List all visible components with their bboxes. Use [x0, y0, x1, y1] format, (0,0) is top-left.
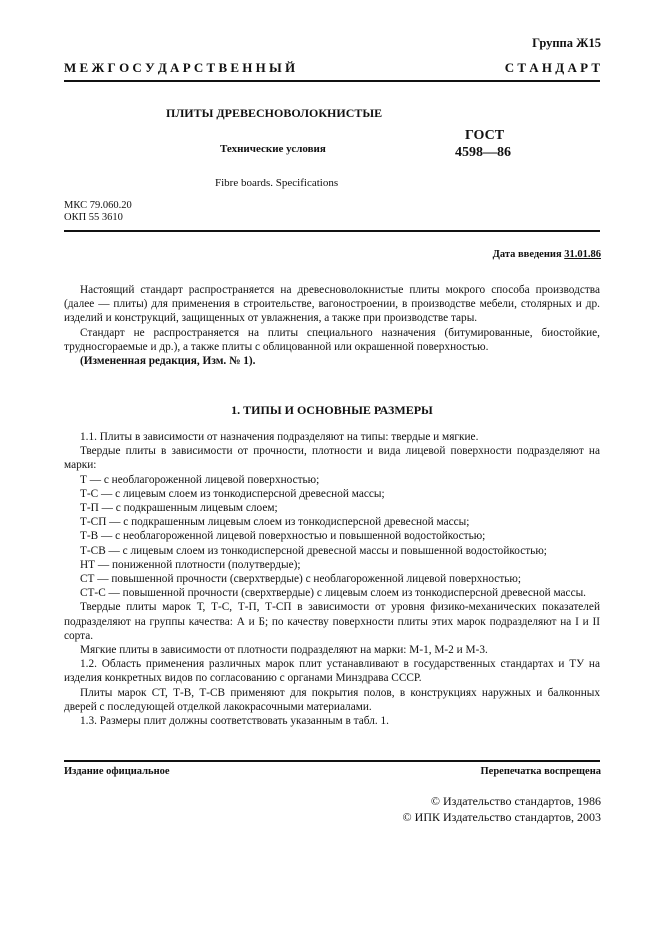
section-heading: 1. ТИПЫ И ОСНОВНЫЕ РАЗМЕРЫ	[231, 403, 433, 417]
clause-1-2-use: Плиты марок СТ, Т-В, Т-СВ применяют для покрытия полов, в конструкциях наружных и балконных дверей с последующей отделкой лакокрасочными материалами.	[64, 686, 600, 713]
soft-boards: Мягкие плиты в зависимости от плотности подразделяют на марки: М-1, М-2 и М-3.	[80, 644, 488, 657]
interstate-word: М Е Ж Г О С У Д А Р С Т В Е Н Н Ы Й	[64, 60, 296, 75]
section-1-body	[64, 430, 600, 728]
reprint-prohibited: Перепечатка воспрещена	[480, 766, 601, 777]
clause-1-2: 1.2. Область применения различных марок плит устанавливают в государственных стандартах и ТУ на изделия конкретных видов по согласованию с органами Минздрава СССР.	[64, 658, 600, 685]
mark-item: Т-С — с лицевым слоем из тонкодисперсной древесной массы;	[80, 487, 385, 500]
amendment-note: (Измененная редакция, Изм. № 1).	[80, 355, 256, 368]
official-edition: Издание официальное	[64, 766, 170, 777]
date-label: Дата введения	[492, 249, 562, 260]
mark-item: Т-В — с необлагороженной лицевой поверхностью и повышенной водостойкостью;	[80, 530, 486, 543]
clause-1-1-hard: Твердые плиты в зависимости от прочности, плотности и вида лицевой поверхности подразделяют на марки:	[64, 445, 600, 472]
intro-section	[64, 283, 600, 368]
gost-label: ГОСТ	[465, 128, 505, 143]
intro-paragraph: Настоящий стандарт распространяется на древесноволокнистые плиты мокрого способа производства (далее — плиты) для применения в строительстве, вагоностроении, в производстве мебели, столярных и др. изделий и конструкций, защищенных от увлажнения, а также при производстве тары.	[64, 284, 600, 325]
mark-item: СТ-С — повышенной прочности (сверхтвердые) с лицевым слоем из тонкодисперсной древесной массы.	[80, 587, 587, 600]
mark-item: Т-СВ — с лицевым слоем из тонкодисперсной древесной массы и повышенной водостойкостью;	[80, 544, 547, 557]
mark-item: НТ — пониженной плотности (полутвердые);	[80, 558, 301, 571]
mark-item: Т-П — с подкрашенным лицевым слоем;	[80, 502, 278, 515]
clause-1-1: 1.1. Плиты в зависимости от назначения подразделяют на типы: твердые и мягкие.	[80, 431, 479, 443]
quality-grades: Твердые плиты марок Т, Т-С, Т-П, Т-СП в зависимости от уровня физико-механических показателей подразделяют на группы качества: А и Б; по качеству поверхности плиты этих марок подразделяют на I и II сорта.	[64, 601, 600, 642]
copyright-1986: © Издательство стандартов, 1986	[430, 794, 601, 808]
date-value: 31.01.86	[564, 249, 601, 260]
okp-code: ОКП 55 3610	[64, 212, 123, 223]
top-rule	[64, 80, 600, 82]
intro-paragraph: Стандарт не распространяется на плиты специального назначения (битумированные, биостойкие, трудносгораемые и др.), а также плиты с облицованной или окрашенной поверхностью.	[64, 326, 600, 353]
gost-number: 4598—86	[455, 145, 511, 160]
mark-item: Т — с необлагороженной лицевой поверхностью;	[80, 473, 320, 486]
mark-item: СТ — повышенной прочности (сверхтвердые) с необлагороженной лицевой поверхностью;	[80, 573, 521, 586]
group-code: Группа Ж15	[532, 36, 601, 50]
english-title: Fibre boards. Specifications	[215, 177, 339, 189]
title-block-rule	[64, 230, 600, 232]
document-title: ПЛИТЫ ДРЕВЕСНОВОЛОКНИСТЫЕ	[166, 106, 383, 120]
mks-code: МКС 79.060.20	[64, 200, 132, 211]
document-subtitle: Технические условия	[220, 143, 326, 155]
copyright-2003: © ИПК Издательство стандартов, 2003	[402, 810, 601, 824]
standard-word: С Т А Н Д А Р Т	[504, 60, 600, 75]
classification-codes	[64, 200, 132, 224]
footer-rule	[64, 760, 600, 762]
clause-1-3: 1.3. Размеры плит должны соответствовать указанным в табл. 1.	[80, 715, 389, 728]
mark-item: Т-СП — с подкрашенным лицевым слоем из тонкодисперсной древесной массы;	[80, 516, 470, 529]
interstate-standard-heading	[64, 60, 600, 76]
introduction-date	[493, 249, 601, 260]
